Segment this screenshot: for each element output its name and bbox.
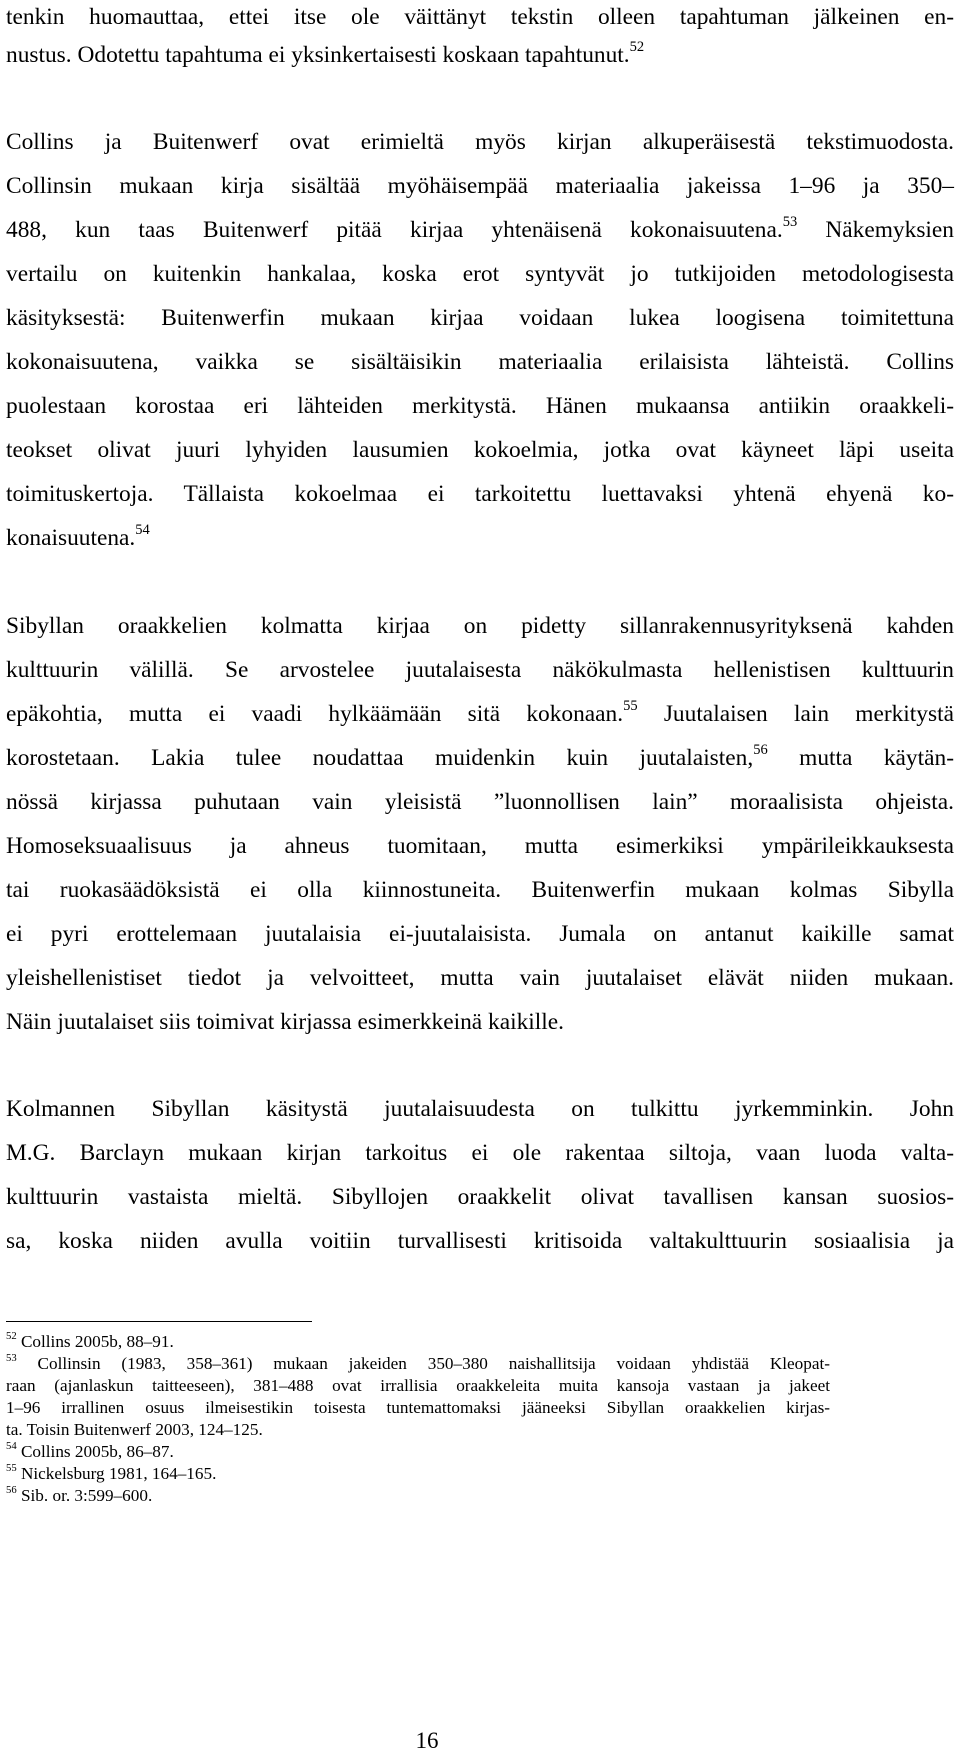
text-line: käsityksestä: Buitenwerfin mukaan kirjaa voidaan lukea loogisena toimitettuna [6, 305, 954, 331]
text-line: konaisuutena.$^{54}$ [6, 522, 150, 551]
text-line: teokset olivat juuri lyhyiden lausumien kokoelmia, jotka ovat käyneet läpi useita [6, 437, 954, 463]
text-line: Sibyllan oraakkelien kolmatta kirjaa on pidetty sillanrakennusyrityksenä kahden [6, 613, 954, 639]
text-line: Collinsin mukaan kirja sisältää myöhäisempää materiaalia jakeissa 1–96 ja 350– [6, 173, 954, 199]
footnote-53-line: raan (ajanlaskun taitteeseen), 381–488 ovat irrallisia oraakkeleita muita kansoja vastaan ja jakeet [6, 1376, 830, 1395]
text-line: korostetaan. Lakia tulee noudattaa muidenkin kuin juutalaisten,$^{56}$ mutta käytän- [6, 742, 954, 771]
footnote-55: $^{55}$ Nickelsburg 1981, 164–165. [6, 1463, 217, 1483]
text-line: nustus. Odotettu tapahtuma ei yksinkertaisesti koskaan tapahtunut.$^{52}$ [6, 39, 645, 68]
footnote-separator [6, 1321, 312, 1322]
text-line: epäkohtia, mutta ei vaadi hylkäämään sitä kokonaan.$^{55}$ Juutalaisen lain merkitystä [6, 698, 954, 727]
text-line: kokonaisuutena, vaikka se sisältäisikin materiaalia erilaisista lähteistä. Collins [6, 349, 954, 375]
text-line: Homoseksuaalisuus ja ahneus tuomitaan, mutta esimerkiksi ympärileikkauksesta [6, 833, 954, 859]
text-line: kulttuurin välillä. Se arvostelee juutalaisesta näkökulmasta hellenistisen kulttuurin [6, 657, 954, 683]
footnote-ref-53[interactable]: 53 [782, 214, 798, 231]
footnote-52: $^{52}$ Collins 2005b, 88–91. [6, 1331, 174, 1351]
text-line: ei pyri erottelemaan juutalaisia ei-juutalaisista. Jumala on antanut kaikille samat [6, 921, 954, 947]
footnote-56: $^{56}$ Sib. or. 3:599–600. [6, 1485, 153, 1505]
text-line: kulttuurin vastaista mieltä. Sibyllojen oraakkelit olivat tavallisen kansan suosios- [6, 1184, 954, 1210]
text-line: Collins ja Buitenwerf ovat erimieltä myös kirjan alkuperäisestä tekstimuodosta. [6, 129, 954, 155]
text-line: sa, koska niiden avulla voitiin turvallisesti kritisoida valtakulttuurin sosiaalisia ja [6, 1228, 954, 1254]
text-line: nössä kirjassa puhutaan vain yleisistä ”luonnollisen lain” moraalisista ohjeista. [6, 789, 954, 815]
text-line: Näin juutalaiset siis toimivat kirjassa esimerkkeinä kaikille. [6, 1009, 564, 1035]
footnote-ref-54[interactable]: 54 [135, 522, 150, 539]
page-number: 16 [415, 1728, 439, 1753]
footnote-53-line: ta. Toisin Buitenwerf 2003, 124–125. [6, 1420, 263, 1439]
footnote-ref-55[interactable]: 55 [623, 698, 638, 715]
text-line: vertailu on kuitenkin hankalaa, koska erot syntyvät jo tutkijoiden metodologisesta [6, 261, 954, 287]
footnote-54: $^{54}$ Collins 2005b, 86–87. [6, 1441, 174, 1461]
footnote-53-line: 1–96 irrallinen osuus ilmeisestikin toisesta tuntemattomaksi jääneeksi Sibyllan oraakkelien kirjas- [6, 1398, 830, 1417]
footnote-ref-52[interactable]: 52 [629, 39, 645, 56]
text-line: M.G. Barclayn mukaan kirjan tarkoitus ei ole rakentaa siltoja, vaan luoda valta- [6, 1140, 954, 1166]
text-line: puolestaan korostaa eri lähteiden merkitystä. Hänen mukaansa antiikin oraakkeli- [6, 393, 954, 419]
text-line: 488, kun taas Buitenwerf pitää kirjaa yhtenäisenä kokonaisuutena.$^{53}$ Näkemyksien [6, 214, 955, 243]
text-line: yleishellenistiset tiedot ja velvoitteet, mutta vain juutalaiset elävät niiden mukaan. [6, 965, 954, 991]
text-line: tai ruokasäädöksistä ei olla kiinnostuneita. Buitenwerfin mukaan kolmas Sibylla [6, 877, 954, 903]
text-line: Kolmannen Sibyllan käsitystä juutalaisuudesta on tulkittu jyrkemminkin. John [6, 1096, 954, 1122]
footnote-ref-56[interactable]: 56 [753, 742, 768, 759]
text-line: toimituskertoja. Tällaista kokoelmaa ei tarkoitettu luettavaksi yhtenä ehyenä ko- [6, 481, 954, 507]
footnote-53: $^{53}$ Collinsin (1983, 358–361) mukaan jakeiden 350–380 naishallitsija voidaan yhdistää Kleopat- [6, 1353, 830, 1373]
text-line: tenkin huomauttaa, ettei itse ole väittänyt tekstin olleen tapahtuman jälkeinen en- [6, 4, 954, 30]
